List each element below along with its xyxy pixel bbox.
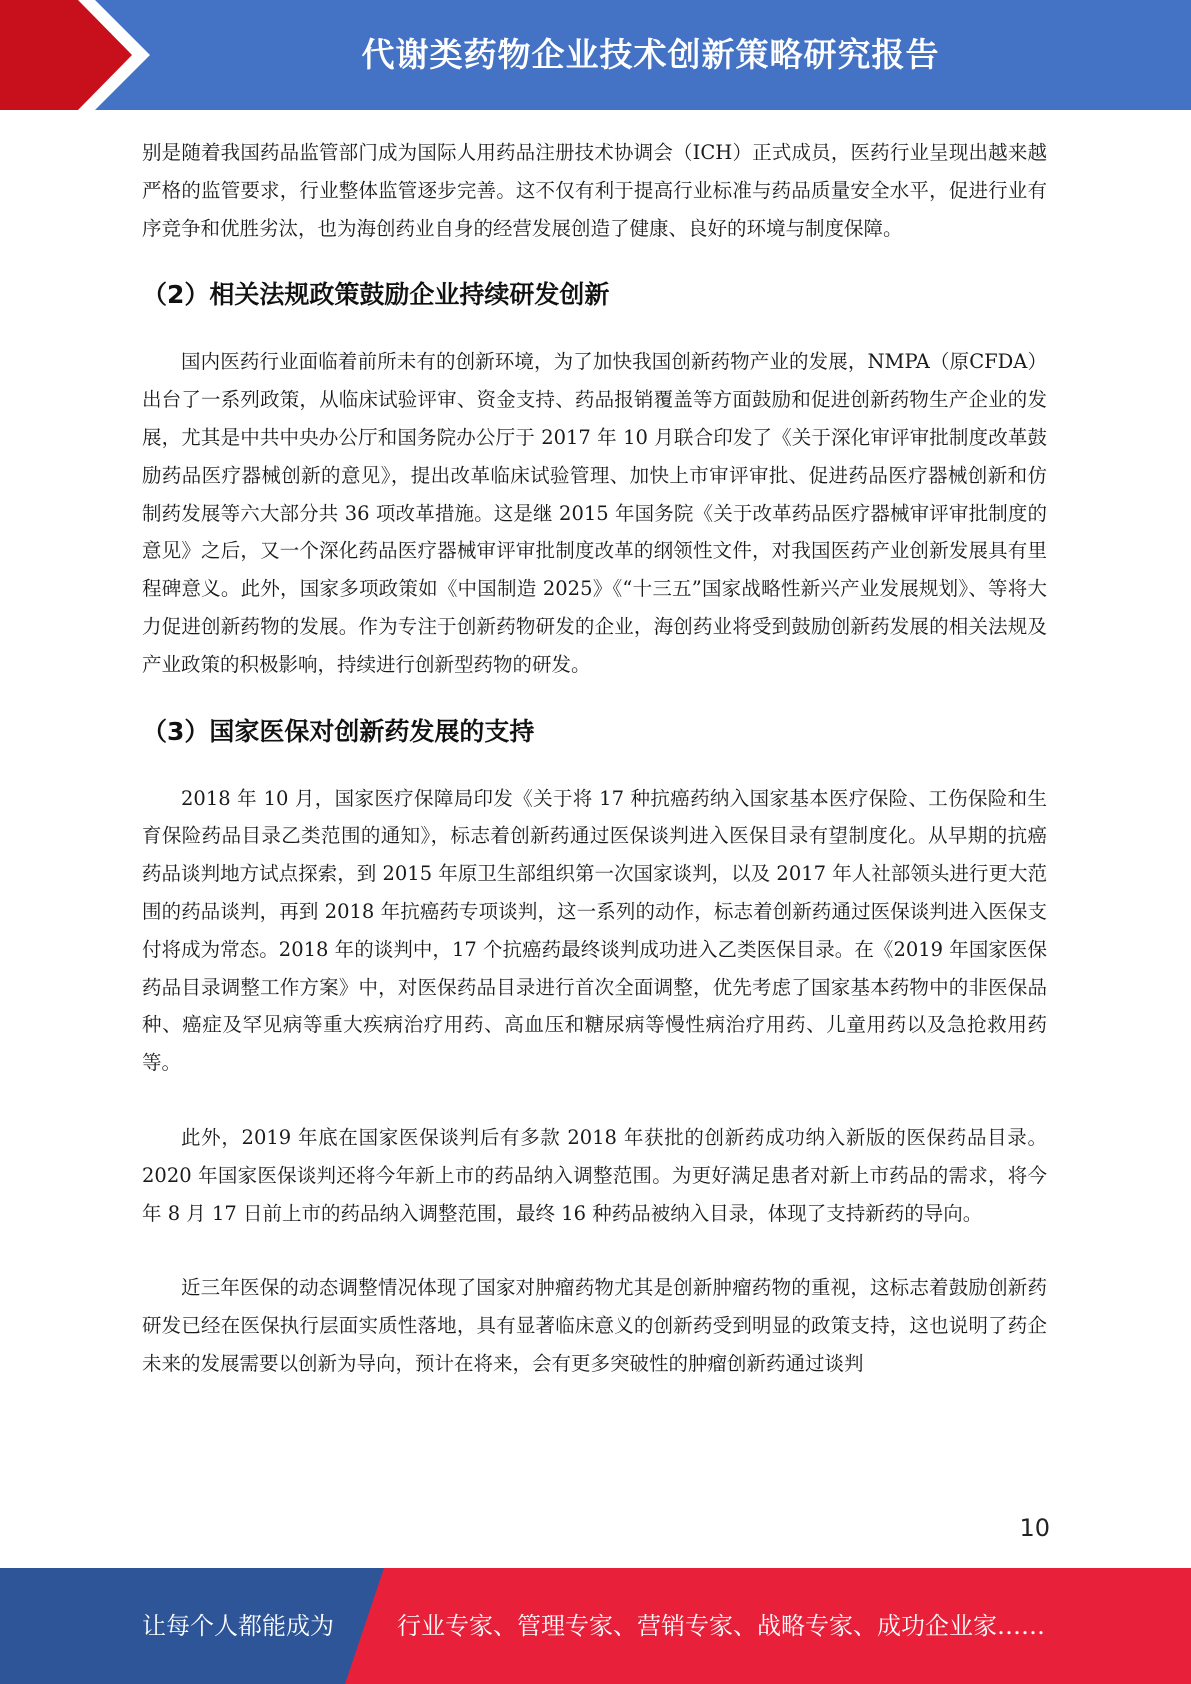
report-title: 代谢类药物企业技术创新策略研究报告 [361, 35, 940, 74]
paragraph-section-2: 国内医药行业面临着前所未有的创新环境，为了加快我国创新药物产业的发展，NMPA（原CFDA）出台了一系列政策，从临床试验评审、资金支持、药品报销覆盖等方面鼓励和促进创新药物生产企业的发展，尤其是中共中央办公厅和国务院办公厅于 2017 年 10 月联合印发了《关于深化审评审批制度改革鼓励药品医疗器械创新的意见》，提出改革临床试验管理、加快上市审评审批、促进药品医疗器械创新和仿制药发展等六大部分共 36 项改革措施。这是继 2015 年国务院《关于改革药品医疗器械审评审批制度的意见》之后，又一个深化药品医疗器械审评审批制度改革的纲领性文件，对我国医药产业创新发展具有里程碑意义。此外，国家多项政策如《中国制造 2025》《“十三五”国家战略性新兴产业发展规划》、等将大力促进创新药物的发展。作为专注于创新药物研发的企业，海创药业将受到鼓励创新药发展的相关法规及产业政策的积极影响，持续进行创新型药物的研发。 [142, 350, 1047, 676]
section-heading-3: （3）国家医保对创新药发展的支持 [142, 716, 535, 746]
page-header [0, 0, 1191, 110]
footer-slogan-right: 行业专家、管理专家、营销专家、战略专家、成功企业家…… [397, 1612, 1045, 1640]
page-number: 10 [1019, 1514, 1050, 1542]
page-footer [0, 1568, 1191, 1684]
paragraph-section-3b: 此外，2019 年底在国家医保谈判后有多款 2018 年获批的创新药成功纳入新版的医保药品目录。2020 年国家医保谈判还将今年新上市的药品纳入调整范围。为更好满足患者对新上市药品的需求，将今年 8 月 17 日前上市的药品纳入调整范围，最终 16 种药品被纳入目录，体现了支持新药的导向。 [142, 1125, 1047, 1225]
document-body [142, 134, 1047, 1383]
paragraph-section-3a: 2018 年 10 月，国家医疗保障局印发《关于将 17 种抗癌药纳入国家基本医疗保险、工伤保险和生育保险药品目录乙类范围的通知》，标志着创新药通过医保谈判进入医保目录有望制度化。从早期的抗癌药品谈判地方试点探索，到 2015 年原卫生部组织第一次国家谈判，以及 2017 年人社部领头进行更大范围的药品谈判，再到 2018 年抗癌药专项谈判，这一系列的动作，标志着创新药通过医保谈判进入医保支付将成为常态。2018 年的谈判中，17 个抗癌药最终谈判成功进入乙类医保目录。在《2019 年国家医保药品目录调整工作方案》中，对医保药品目录进行首次全面调整，优先考虑了国家基本药物中的非医保品种、癌症及罕见病等重大疾病治疗用药、高血压和糖尿病等慢性病治疗用药、儿童用药以及急抢救用药等。 [142, 786, 1047, 1075]
paragraph-intro: 别是随着我国药品监管部门成为国际人用药品注册技术协调会（ICH）正式成员，医药行业呈现出越来越严格的监管要求，行业整体监管逐步完善。这不仅有利于提高行业标准与药品质量安全水平，促进行业有序竞争和优胜劣汰，也为海创药业自身的经营发展创造了健康、良好的环境与制度保障。 [142, 141, 1047, 240]
section-heading-2: （2）相关法规政策鼓励企业持续研发创新 [142, 280, 610, 310]
footer-slogan-left: 让每个人都能成为 [142, 1612, 334, 1640]
paragraph-section-3c: 近三年医保的动态调整情况体现了国家对肿瘤药物尤其是创新肿瘤药物的重视，这标志着鼓励创新药研发已经在医保执行层面实质性落地，具有显著临床意义的创新药受到明显的政策支持，这也说明了药企未来的发展需要以创新为导向，预计在将来，会有更多突破性的肿瘤创新药通过谈判 [142, 1276, 1047, 1375]
